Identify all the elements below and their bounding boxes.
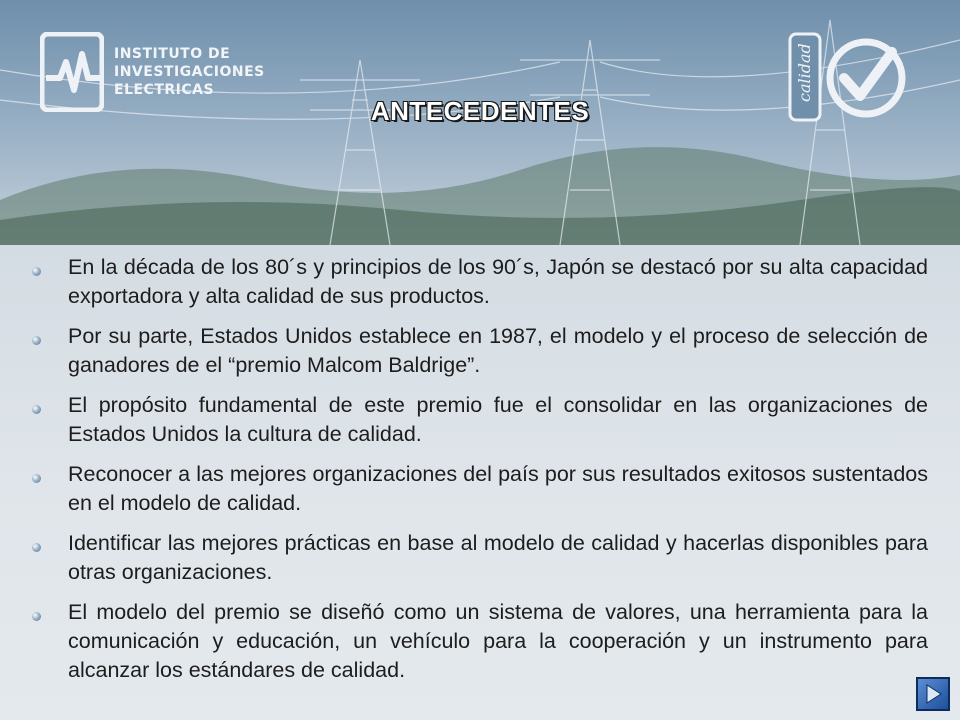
bullet-icon [32,474,41,483]
bullet-text: Reconocer a las mejores organizaciones del país por sus resultados exitosos sustentados en el modelo de calidad. [68,462,928,515]
list-item [30,460,928,518]
list-item [30,529,928,587]
list-item [30,322,928,380]
next-slide-icon [918,679,948,709]
list-item [30,253,928,311]
slide-content [0,245,960,720]
bullet-icon [32,336,41,345]
next-slide-button[interactable] [916,677,950,711]
logo-line-3: ELECTRICAS [114,82,215,98]
institute-name [114,45,265,99]
page-title: ANTECEDENTES [370,96,590,126]
bullet-text: Por su parte, Estados Unidos establece en 1987, el modelo y el proceso de selección de ganadores de el “premio Malcom Baldrige”. [68,324,928,377]
calidad-badge-text: calidad [795,43,814,102]
bullet-list [30,253,928,696]
bullet-icon [32,543,41,552]
bullet-icon [32,405,41,414]
header-banner [0,0,960,245]
bullet-icon [32,267,41,276]
list-item [30,391,928,449]
bullet-text: Identificar las mejores prácticas en base al modelo de calidad y hacerlas disponibles para otras organizaciones. [68,531,928,584]
calidad-check-icon [786,30,906,125]
bullet-icon [32,612,41,621]
bullet-text: El modelo del premio se diseñó como un sistema de valores, una herramienta para la comunicación y educación, un vehículo para la cooperación y un instrumento para alcanzar los estándares de calidad. [68,600,928,682]
bullet-text: El propósito fundamental de este premio fue el consolidar en las organizaciones de Estados Unidos la cultura de calidad. [68,393,928,446]
bullet-text: En la década de los 80´s y principios de los 90´s, Japón se destacó por su alta capacidad exportadora y alta calidad de sus productos. [68,255,928,308]
logo-line-2: INVESTIGACIONES [114,64,265,80]
list-item [30,598,928,685]
logo-line-1: INSTITUTO DE [114,46,231,62]
